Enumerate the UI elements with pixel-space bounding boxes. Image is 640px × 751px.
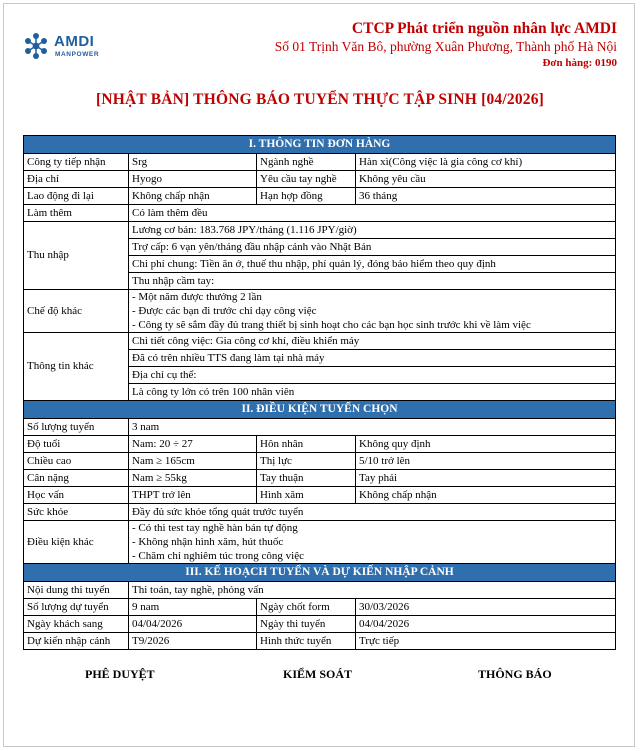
- age-value: Nam: 20 ÷ 27: [129, 436, 257, 453]
- tattoo-label: Hình xăm: [257, 487, 356, 504]
- handedness-value: Tay phải: [356, 470, 616, 487]
- commute-value: Không chấp nhận: [129, 188, 257, 205]
- quantity-label: Số lượng tuyển: [24, 419, 129, 436]
- vision-value: 5/10 trở lên: [356, 453, 616, 470]
- health-label: Sức khỏe: [24, 504, 129, 521]
- section-heading-requirements: II. ĐIỀU KIỆN TUYỂN CHỌN: [24, 401, 616, 419]
- industry-label: Ngành nghề: [257, 154, 356, 171]
- benefit-item: - Công ty sẽ sắm đầy đủ trang thiết bị sinh hoạt cho các bạn học sinh trước khi về làm việc: [132, 319, 531, 331]
- company-value: Srg: [129, 154, 257, 171]
- weight-label: Cân nặng: [24, 470, 129, 487]
- recruit-mode-value: Trực tiếp: [356, 633, 616, 650]
- company-address: Số 01 Trịnh Văn Bô, phường Xuân Phương, Thành phố Hà Nội: [274, 39, 617, 54]
- skill-label: Yêu cầu tay nghề: [257, 171, 356, 188]
- handedness-label: Tay thuận: [257, 470, 356, 487]
- age-label: Độ tuổi: [24, 436, 129, 453]
- overtime-value: Có làm thêm đều: [129, 205, 616, 222]
- education-value: THPT trở lên: [129, 487, 257, 504]
- condition-item: - Có thi test tay nghề hàn bán tự động: [132, 522, 298, 534]
- other-info-line: Chi tiết công việc: Gia công cơ khí, điều khiển máy: [129, 333, 616, 350]
- marriage-value: Không quy định: [356, 436, 616, 453]
- contract-label: Hạn hợp đồng: [257, 188, 356, 205]
- company-logo: [22, 30, 122, 64]
- other-info-line: Đã có trên nhiều TTS đang làm tại nhà máy: [129, 350, 616, 367]
- other-conditions-label: Điều kiện khác: [24, 521, 129, 564]
- control-signature-label: KIỂM SOÁT: [283, 667, 353, 681]
- section-heading-plan: III. KẾ HOẠCH TUYỂN VÀ DỰ KIẾN NHẬP CẢNH: [24, 564, 616, 582]
- form-deadline-value: 30/03/2026: [356, 599, 616, 616]
- income-line: Lương cơ bản: 183.768 JPY/tháng (1.116 JPY/giờ): [129, 222, 616, 239]
- height-label: Chiều cao: [24, 453, 129, 470]
- exam-date-label: Ngày thi tuyển: [257, 616, 356, 633]
- condition-item: - Chăm chỉ nghiêm túc trong công việc: [132, 550, 304, 562]
- entry-value: T9/2026: [129, 633, 257, 650]
- contract-value: 36 tháng: [356, 188, 616, 205]
- tattoo-value: Không chấp nhận: [356, 487, 616, 504]
- amdi-logo-icon: [22, 32, 50, 60]
- income-line: Trợ cấp: 6 vạn yên/tháng đầu nhập cảnh vào Nhật Bản: [129, 239, 616, 256]
- order-info-table: [23, 135, 616, 650]
- candidates-value: 9 nam: [129, 599, 257, 616]
- logo-name: AMDI: [54, 33, 95, 50]
- health-value: Đầy đủ sức khỏe tổng quát trước tuyển: [129, 504, 616, 521]
- approve-signature-label: PHÊ DUYỆT: [85, 667, 155, 681]
- company-name: CTCP Phát triển nguồn nhân lực AMDI: [351, 20, 617, 37]
- candidates-label: Số lượng dự tuyển: [24, 599, 129, 616]
- address-label: Địa chỉ: [24, 171, 129, 188]
- entry-label: Dự kiến nhập cảnh: [24, 633, 129, 650]
- marriage-label: Hôn nhân: [257, 436, 356, 453]
- income-label: Thu nhập: [24, 222, 129, 290]
- order-number: Đơn hàng: 0190: [542, 57, 617, 69]
- recruit-mode-label: Hình thức tuyển: [257, 633, 356, 650]
- benefit-item: - Một năm được thưởng 2 lần: [132, 291, 262, 303]
- logo-subtitle: MANPOWER: [55, 51, 100, 58]
- document-title: [NHẬT BẢN] THÔNG BÁO TUYỂN THỰC TẬP SINH [04/2026]: [95, 91, 545, 108]
- education-label: Học vấn: [24, 487, 129, 504]
- other-conditions-list: [129, 521, 616, 564]
- weight-value: Nam ≥ 55kg: [129, 470, 257, 487]
- form-deadline-label: Ngày chốt form: [257, 599, 356, 616]
- other-info-line: Là công ty lớn có trên 100 nhân viên: [129, 384, 616, 401]
- company-header: [275, 19, 617, 70]
- benefits-list: [129, 290, 616, 333]
- income-line: Thu nhập cầm tay:: [129, 273, 616, 290]
- notice-signature-label: THÔNG BÁO: [478, 667, 552, 681]
- exam-content-value: Thi toán, tay nghề, phỏng vấn: [129, 582, 616, 599]
- address-value: Hyogo: [129, 171, 257, 188]
- benefits-label: Chế độ khác: [24, 290, 129, 333]
- quantity-value: 3 nam: [129, 419, 616, 436]
- client-visit-value: 04/04/2026: [129, 616, 257, 633]
- overtime-label: Làm thêm: [24, 205, 129, 222]
- other-info-line: Địa chỉ cụ thể:: [129, 367, 616, 384]
- exam-date-value: 04/04/2026: [356, 616, 616, 633]
- other-info-label: Thông tin khác: [24, 333, 129, 401]
- client-visit-label: Ngày khách sang: [24, 616, 129, 633]
- vision-label: Thị lực: [257, 453, 356, 470]
- commute-label: Lao động đi lại: [24, 188, 129, 205]
- exam-content-label: Nội dung thi tuyển: [24, 582, 129, 599]
- company-label: Công ty tiếp nhận: [24, 154, 129, 171]
- industry-value: Hàn xì(Công việc là gia công cơ khí): [356, 154, 616, 171]
- benefit-item: - Được các bạn đi trước chỉ dạy công việc: [132, 305, 317, 317]
- skill-value: Không yêu cầu: [356, 171, 616, 188]
- section-heading-order-info: I. THÔNG TIN ĐƠN HÀNG: [24, 136, 616, 154]
- height-value: Nam ≥ 165cm: [129, 453, 257, 470]
- condition-item: - Không nhận hình xăm, hút thuốc: [132, 536, 284, 548]
- income-line: Chi phí chung: Tiền ăn ở, thuế thu nhập, phí quản lý, đóng bảo hiểm theo quy định: [129, 256, 616, 273]
